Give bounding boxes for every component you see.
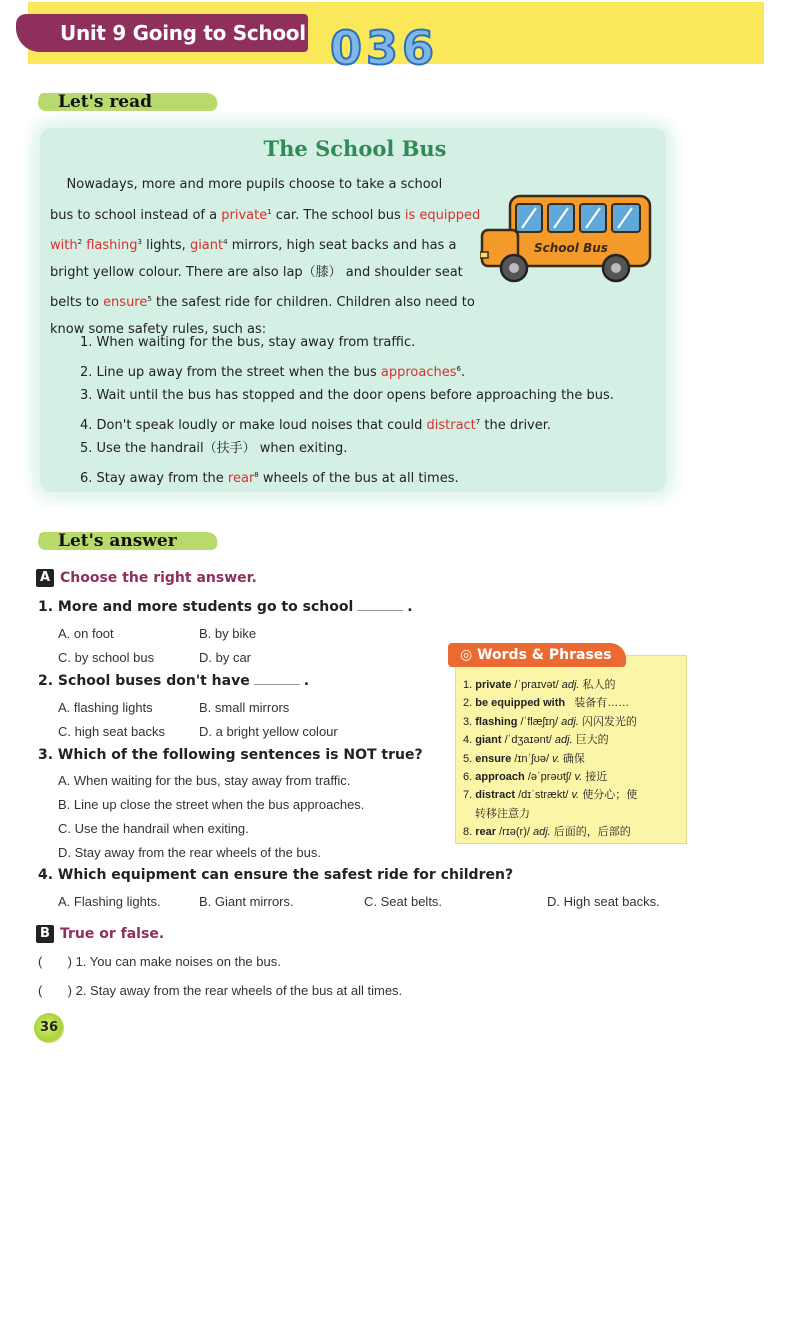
section-label-text: Let's answer: [58, 531, 177, 551]
option[interactable]: C. high seat backs: [58, 724, 165, 739]
rule-item: 6. Stay away from the rear$^8$ wheels of the bus at all times.: [80, 470, 459, 486]
reading-title: The School Bus: [263, 136, 447, 161]
answer-blank[interactable]: [357, 610, 403, 611]
vocab-item: 1. private /ˈpraɪvət/ adj. 私人的: [463, 679, 616, 691]
rule-item: 2. Line up away from the street when the bus approaches$^6$.: [80, 365, 466, 381]
option[interactable]: C. Seat belts.: [364, 894, 443, 909]
option[interactable]: D. High seat backs.: [547, 894, 660, 909]
rule-item: 1. When waiting for the bus, stay away from traffic.: [80, 335, 416, 350]
words-phrases-title: ◎ Words & Phrases: [448, 643, 626, 667]
page-code-digit: 3: [366, 21, 401, 75]
vocab-word: giant: [189, 238, 224, 253]
part-b-heading: [36, 925, 164, 943]
answer-blank[interactable]: [254, 684, 300, 685]
section-label-text: Let's read: [58, 92, 152, 112]
section-label-answer: [38, 529, 218, 553]
bus-sign: School Bus: [534, 241, 608, 255]
rule-item: 4. Don't speak loudly or make loud noises that could distract$^7$ the driver.: [80, 418, 552, 434]
vocab-word: with: [50, 238, 78, 253]
option[interactable]: A. When waiting for the bus, stay away from traffic.: [58, 773, 351, 788]
para-line: Nowadays, more and more pupils choose to take a school: [50, 177, 443, 192]
part-heading-text: Choose the right answer.: [60, 570, 257, 586]
option[interactable]: A. on foot: [58, 626, 114, 641]
vocab-word: ensure: [103, 295, 148, 310]
school-bus-illustration: [480, 190, 656, 290]
option[interactable]: B. by bike: [199, 626, 257, 641]
para-line: bright yellow colour. There are also lap（膝） and shoulder seat: [50, 264, 463, 280]
page-code-digit: 0: [330, 21, 365, 75]
vocab-word: is equipped: [404, 207, 481, 223]
true-false-item: ( ) 2. Stay away from the rear wheels of the bus at all times.: [38, 983, 403, 998]
question: 4. Which equipment can ensure the safest ride for children?: [38, 867, 514, 883]
rule-item: 5. Use the handrail（扶手） when exiting.: [80, 440, 348, 456]
page-code-digit: 6: [402, 21, 437, 75]
para-line: bus to school instead of a private$^1$ car. The school bus is equipped: [50, 207, 481, 223]
safety-rules: [80, 330, 614, 488]
vocab-item: 7. distract /dɪˈstrækt/ v. 使分心；使: [463, 789, 638, 802]
para-line: with$^2$ flashing$^3$ lights, giant$^4$ mirrors, high seat backs and has a: [50, 238, 457, 253]
vocab-item: 4. giant /ˈdʒaɪənt/ adj. 巨大的: [463, 734, 609, 747]
question: 1. More and more students go to school .: [38, 599, 413, 615]
option[interactable]: C. by school bus: [58, 650, 155, 665]
vocab-item: 8. rear /rɪə(r)/ adj. 后面的，后部的: [463, 826, 631, 839]
vocab-word: private: [221, 207, 268, 223]
option[interactable]: B. Giant mirrors.: [199, 894, 294, 909]
option[interactable]: A. flashing lights: [58, 700, 153, 715]
option[interactable]: D. by car: [199, 650, 252, 665]
vocab-item: 3. flashing /ˈflæʃɪŋ/ adj. 闪闪发光的: [463, 715, 637, 728]
option[interactable]: C. Use the handrail when exiting.: [58, 821, 249, 836]
answer-paren[interactable]: ( ): [38, 983, 72, 998]
rule-item: 3. Wait until the bus has stopped and the door opens before approaching the bus.: [80, 387, 614, 403]
question: 3. Which of the following sentences is NOT true?: [38, 747, 423, 763]
question: 2. School buses don't have .: [38, 673, 310, 689]
part-letter: A: [36, 569, 54, 587]
part-a-heading: [36, 569, 257, 587]
option[interactable]: B. small mirrors: [199, 700, 290, 715]
true-false-item: ( ) 1. You can make noises on the bus.: [38, 954, 281, 969]
option[interactable]: D. a bright yellow colour: [199, 724, 338, 739]
vocab-word: flashing: [86, 238, 138, 253]
option[interactable]: A. Flashing lights.: [58, 894, 161, 909]
reading-paragraph: [50, 172, 481, 343]
para-line: belts to ensure$^5$ the safest ride for children. Children also need to: [50, 295, 475, 310]
vocab-list: [463, 676, 685, 842]
part-heading-text: True or false.: [60, 926, 165, 942]
unit-title: Unit 9 Going to School: [16, 14, 308, 52]
page-code: [330, 20, 436, 76]
vocab-item: 6. approach /əˈprəʊtʃ/ v. 接近: [463, 771, 608, 784]
part-letter: B: [36, 925, 54, 943]
para-line: know some safety rules, such as:: [50, 321, 267, 337]
answer-paren[interactable]: ( ): [38, 954, 72, 969]
option[interactable]: B. Line up close the street when the bus approaches.: [58, 797, 365, 812]
vocab-item: 5. ensure /ɪnˈʃʊə/ v. 确保: [463, 752, 585, 765]
vocab-item-continued: 转移注意力: [475, 807, 530, 820]
option[interactable]: D. Stay away from the rear wheels of the bus.: [58, 845, 322, 860]
section-label-read: [38, 90, 218, 114]
vocab-item: 2. be equipped with 装备有……: [463, 697, 630, 710]
page-number: 36: [34, 1013, 64, 1043]
